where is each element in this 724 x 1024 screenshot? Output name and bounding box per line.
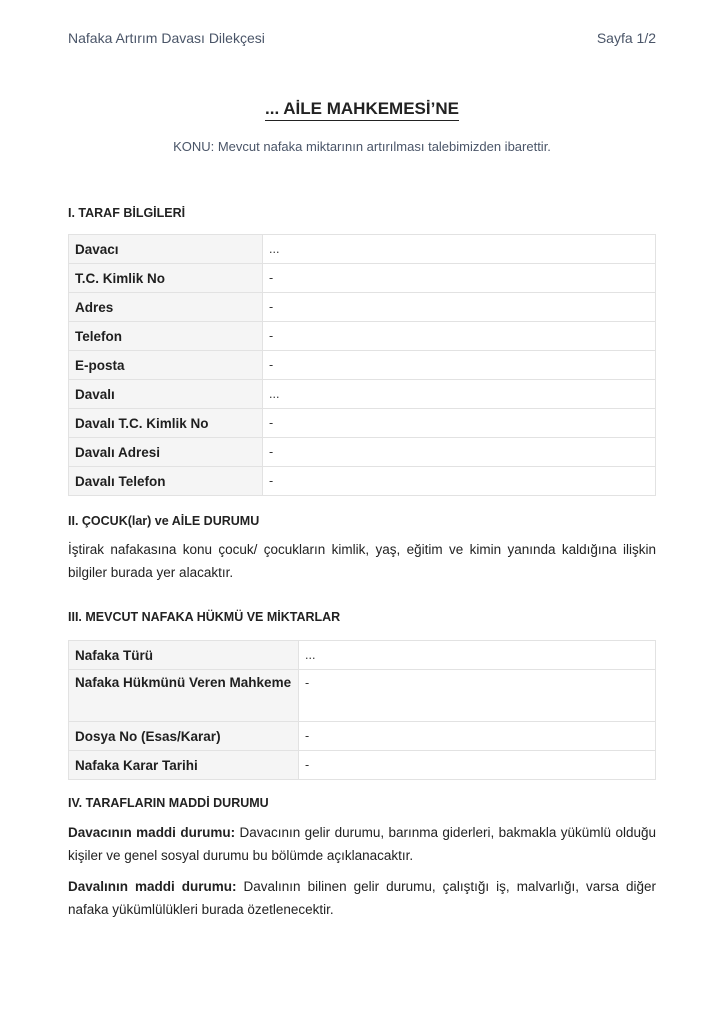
table-row [69, 351, 656, 380]
table-row [69, 670, 656, 722]
table-cell-value: - [263, 409, 656, 438]
table-cell-value: - [263, 322, 656, 351]
plaintiff-financial-paragraph [68, 821, 656, 867]
alimony-table [68, 640, 656, 780]
page-header [68, 30, 656, 46]
section-3-title: III. MEVCUT NAFAKA HÜKMÜ VE MİKTARLAR [68, 610, 341, 624]
table-cell-value: - [263, 351, 656, 380]
table-row [69, 641, 656, 670]
table-cell-label: Adres [69, 293, 263, 322]
table-row [69, 293, 656, 322]
table-row [69, 235, 656, 264]
table-row [69, 438, 656, 467]
table-cell-value: - [299, 751, 656, 780]
table-cell-value: ... [263, 235, 656, 264]
table-cell-label: Davacı [69, 235, 263, 264]
table-cell-value: - [299, 722, 656, 751]
table-cell-value: - [299, 670, 656, 722]
subject-line: KONU: Mevcut nafaka miktarının artırılması talebimizden ibarettir. [173, 139, 551, 154]
table-cell-label: Nafaka Türü [69, 641, 299, 670]
defendant-financial-label: Davalının maddi durumu: [68, 879, 237, 894]
table-cell-value: - [263, 438, 656, 467]
table-cell-label: Telefon [69, 322, 263, 351]
table-cell-value: - [263, 467, 656, 496]
plaintiff-financial-text: Davacının gelir durumu, barınma giderleri, bakmakla yükümlü olduğu kişiler ve genel sosyal durumu bu bölümde açıklanacaktır. [68, 825, 656, 863]
court-title-block [0, 99, 724, 119]
section-2-title: II. ÇOCUK(lar) ve AİLE DURUMU [68, 514, 260, 528]
section-4-title: IV. TARAFLARIN MADDİ DURUMU [68, 796, 269, 810]
table-cell-label: T.C. Kimlik No [69, 264, 263, 293]
table-cell-label: Davalı Adresi [69, 438, 263, 467]
table-cell-label: Davalı [69, 380, 263, 409]
court-title: ... AİLE MAHKEMESİ’NE [265, 99, 459, 121]
table-row [69, 751, 656, 780]
plaintiff-financial-label: Davacının maddi durumu: [68, 825, 236, 840]
section-2-text: İştirak nafakasına konu çocuk/ çocukların kimlik, yaş, eğitim ve kimin yanında kaldığına ilişkin bilgiler burada yer alacaktır. [68, 542, 656, 580]
table-cell-label: E-posta [69, 351, 263, 380]
table-cell-label: Davalı T.C. Kimlik No [69, 409, 263, 438]
table-cell-label: Nafaka Hükmünü Veren Mahkeme [69, 670, 299, 722]
defendant-financial-text: Davalının bilinen gelir durumu, çalıştığı iş, malvarlığı, varsa diğer nafaka yükümlülükleri burada özetlenecektir. [68, 879, 657, 917]
party-info-table [68, 234, 656, 496]
table-cell-value: - [263, 293, 656, 322]
table-cell-value: - [263, 264, 656, 293]
table-cell-label: Nafaka Karar Tarihi [69, 751, 299, 780]
table-row [69, 722, 656, 751]
header-page-number: Sayfa 1/2 [596, 30, 656, 46]
section-1-title: I. TARAF BİLGİLERİ [68, 206, 186, 220]
table-row [69, 380, 656, 409]
defendant-financial-paragraph [68, 875, 656, 921]
header-document-title: Nafaka Artırım Davası Dilekçesi [68, 30, 265, 46]
table-cell-label: Davalı Telefon [69, 467, 263, 496]
table-cell-value: ... [263, 380, 656, 409]
table-row [69, 264, 656, 293]
table-cell-label: Dosya No (Esas/Karar) [69, 722, 299, 751]
table-row [69, 409, 656, 438]
table-row [69, 322, 656, 351]
table-cell-value: ... [299, 641, 656, 670]
table-row [69, 467, 656, 496]
